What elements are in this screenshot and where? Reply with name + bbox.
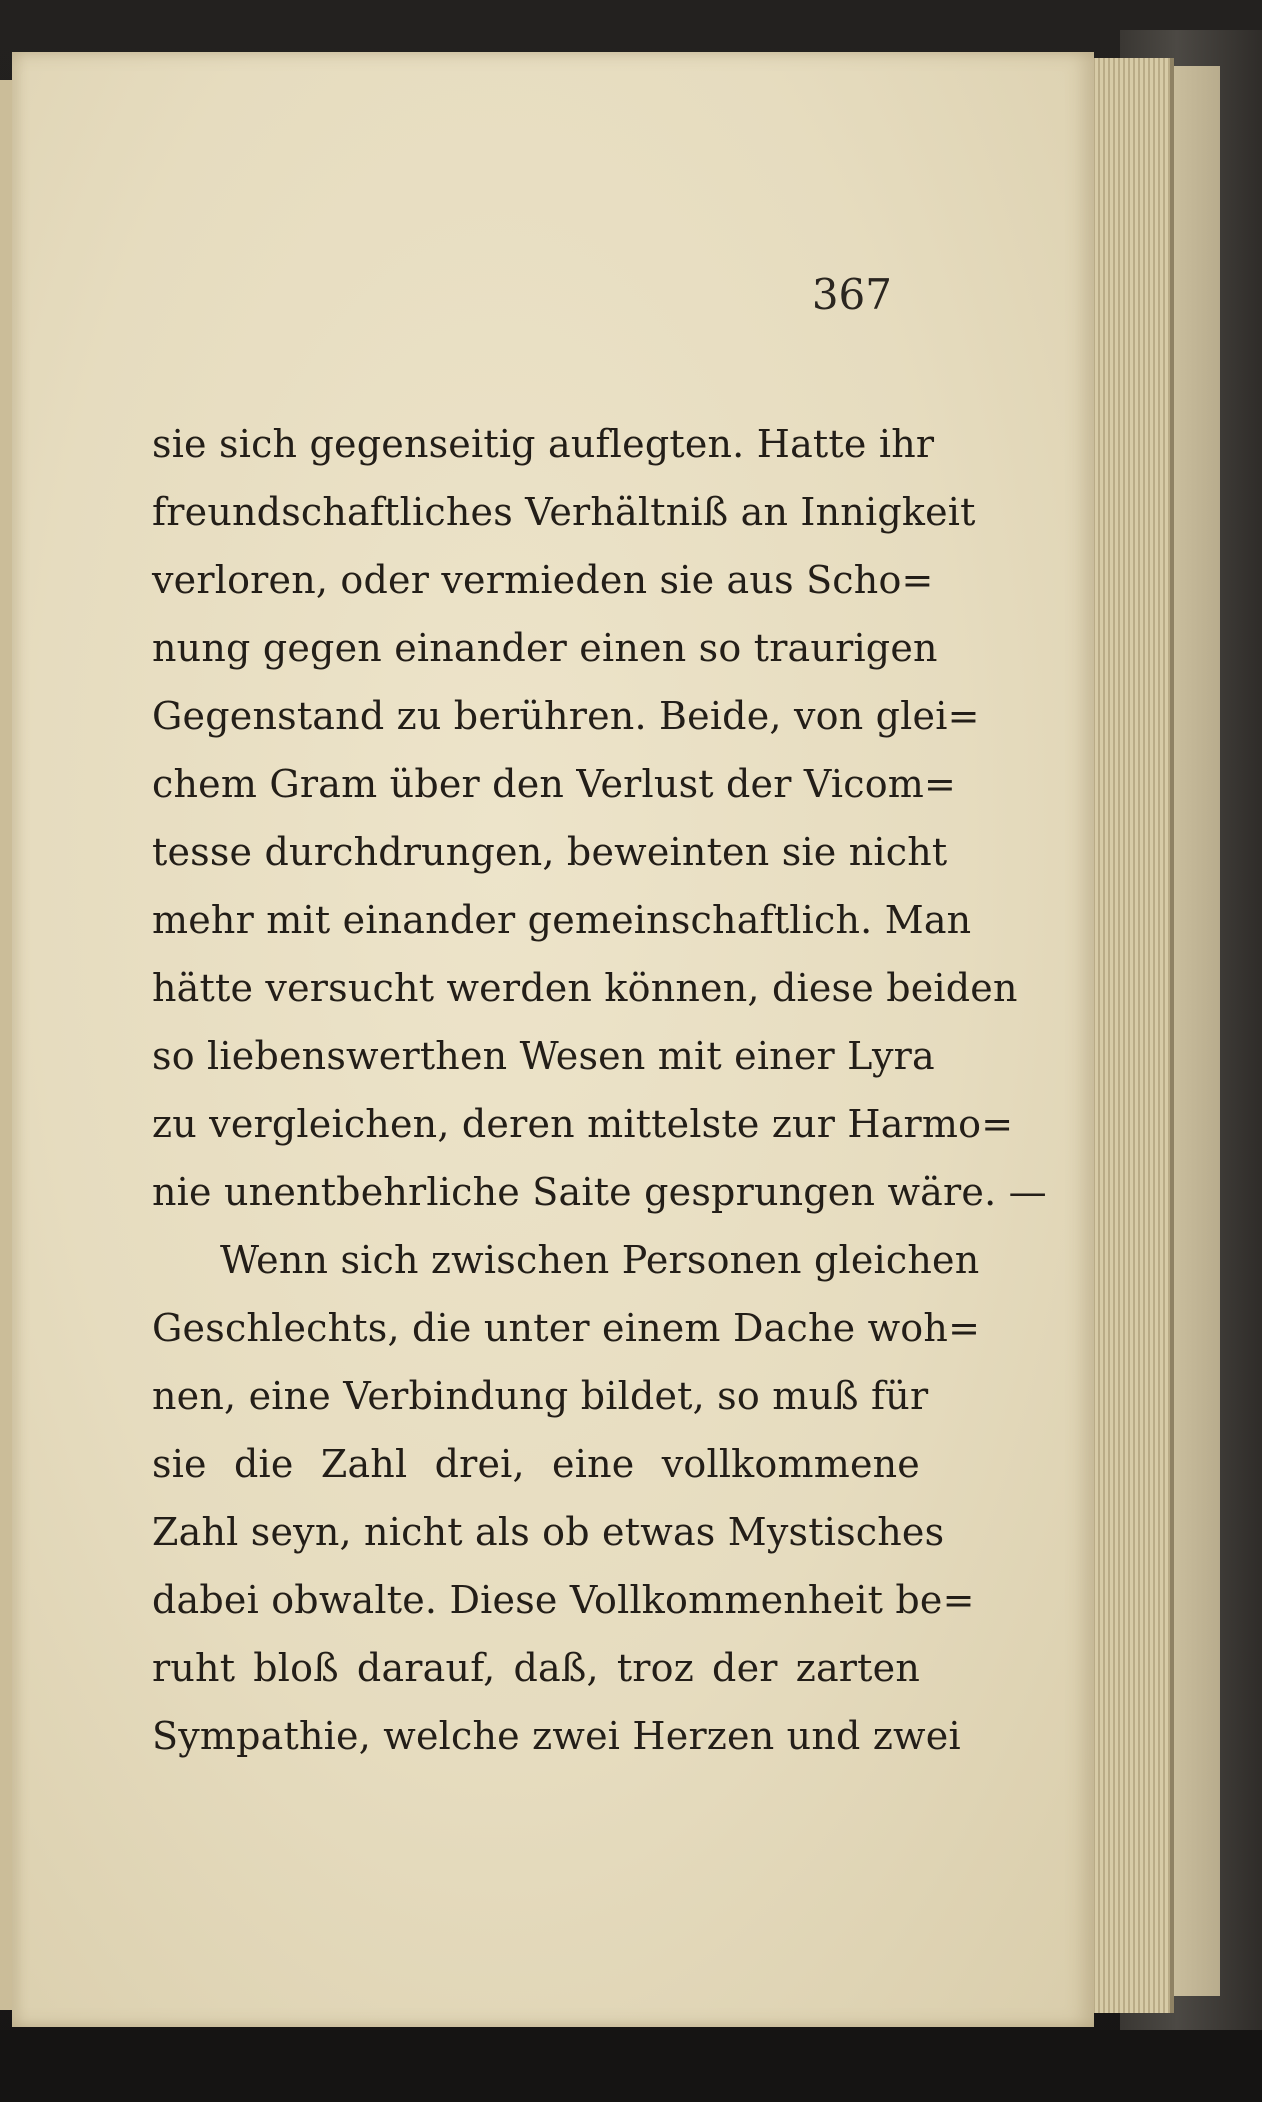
page-number: 367 (811, 270, 892, 319)
book-page (12, 52, 1094, 2027)
text-line: verloren, oder vermieden sie aus Scho= (152, 558, 934, 602)
text-line: nie unentbehrliche Saite gesprungen wäre. — (152, 1170, 1047, 1214)
text-line: Geschlechts, die unter einem Dache woh= (152, 1306, 981, 1350)
text-line: tesse durchdrungen, beweinten sie nicht (152, 830, 948, 874)
text-line: nung gegen einander einen so traurigen (152, 626, 938, 670)
text-line: chem Gram über den Verlust der Vicom= (152, 762, 957, 806)
page-edges (1090, 58, 1174, 2013)
text-line: so liebenswerthen Wesen mit einer Lyra (152, 1034, 935, 1078)
text-line: Zahl seyn, nicht als ob etwas Mystisches (152, 1510, 945, 1554)
background-surface (0, 2030, 1262, 2102)
text-line: sie sich gegenseitig auflegten. Hatte ihr (152, 422, 935, 466)
text-line: ruht bloß darauf, daß, troz der zarten (152, 1646, 920, 1690)
text-line: Wenn sich zwischen Personen gleichen (220, 1238, 980, 1282)
text-line: Gegenstand zu berühren. Beide, von glei= (152, 694, 980, 738)
text-line: sie die Zahl drei, eine vollkommene (152, 1442, 920, 1486)
text-line: mehr mit einander gemeinschaftlich. Man (152, 898, 972, 942)
text-line: nen, eine Verbindung bildet, so muß für (152, 1374, 929, 1418)
text-line: freundschaftliches Verhältniß an Innigkeit (152, 490, 976, 534)
text-line: dabei obwalte. Diese Vollkommenheit be= (152, 1578, 975, 1622)
text-line: zu vergleichen, deren mittelste zur Harmo= (152, 1102, 1014, 1146)
text-line: hätte versucht werden können, diese beiden (152, 966, 1018, 1010)
text-line: Sympathie, welche zwei Herzen und zwei (152, 1714, 961, 1758)
